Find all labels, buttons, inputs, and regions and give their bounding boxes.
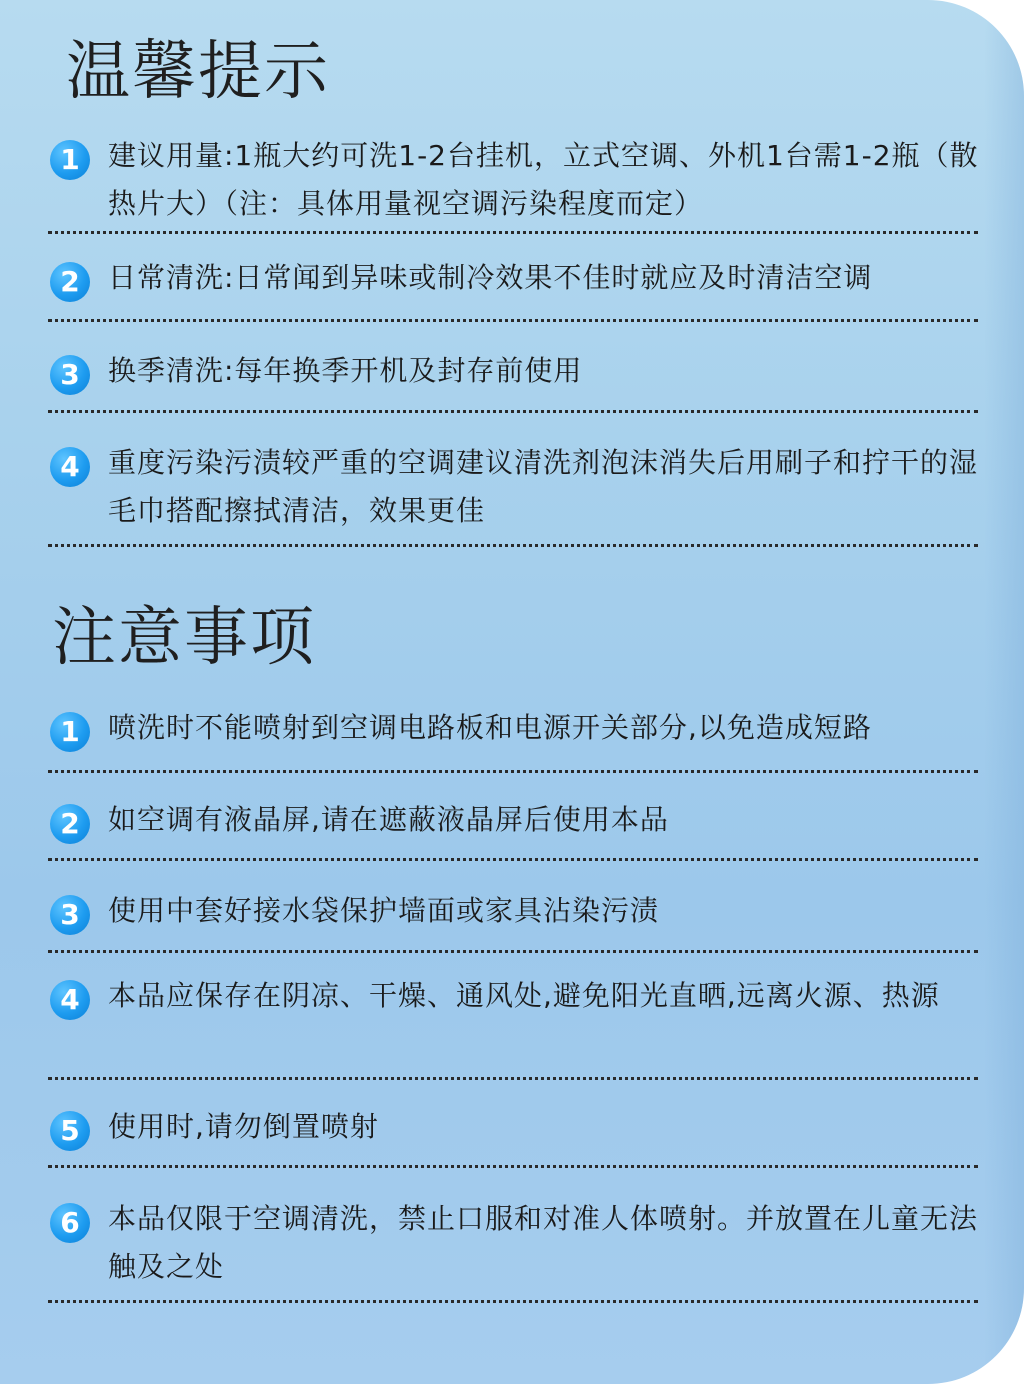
number-badge-3-icon: 3: [50, 895, 90, 935]
number-badge-1-icon: 1: [50, 140, 90, 180]
divider: [48, 858, 978, 861]
tips-item-text: 日常清洗:日常闻到异味或制冷效果不佳时就应及时清洁空调: [108, 261, 873, 294]
notes-item-text: 喷洗时不能喷射到空调电路板和电源开关部分,以免造成短路: [108, 711, 872, 744]
number-badge-4-icon: 4: [50, 447, 90, 487]
divider: [48, 770, 978, 773]
divider: [48, 410, 978, 413]
tips-title: 温馨提示: [66, 35, 330, 109]
number-badge-4-icon: 4: [50, 980, 90, 1020]
notes-item-text: 本品仅限于空调清洗，禁止口服和对准人体喷射。并放置在儿童无法触及之处: [108, 1202, 979, 1283]
number-badge-3-icon: 3: [50, 355, 90, 395]
tips-item-text: 重度污染污渍较严重的空调建议清洗剂泡沫消失后用刷子和拧干的湿毛巾搭配擦拭清洁，效果更佳: [108, 446, 979, 527]
tips-item-text: 换季清洗:每年换季开机及封存前使用: [108, 354, 583, 387]
number-badge-6-icon: 6: [50, 1203, 90, 1243]
number-badge-5-icon: 5: [50, 1111, 90, 1151]
divider: [48, 231, 978, 234]
divider: [48, 319, 978, 322]
notes-item-text: 使用中套好接水袋保护墙面或家具沾染污渍: [108, 894, 660, 927]
tips-item-text: 建议用量:1瓶大约可洗1-2台挂机，立式空调、外机1台需1-2瓶（散热片大）（注：具体用量视空调污染程度而定）: [108, 139, 979, 220]
divider: [48, 544, 978, 547]
divider: [48, 1300, 978, 1303]
number-badge-2-icon: 2: [50, 262, 90, 302]
notes-title: 注意事项: [52, 601, 316, 675]
divider: [48, 950, 978, 953]
notes-item-text: 如空调有液晶屏,请在遮蔽液晶屏后使用本品: [108, 803, 669, 836]
divider: [48, 1077, 978, 1080]
notes-item-text: 使用时,请勿倒置喷射: [108, 1110, 379, 1143]
number-badge-1-icon: 1: [50, 712, 90, 752]
divider: [48, 1165, 978, 1168]
notes-item-text: 本品应保存在阴凉、干燥、通风处,避免阳光直晒,远离火源、热源: [108, 979, 940, 1012]
number-badge-2-icon: 2: [50, 804, 90, 844]
